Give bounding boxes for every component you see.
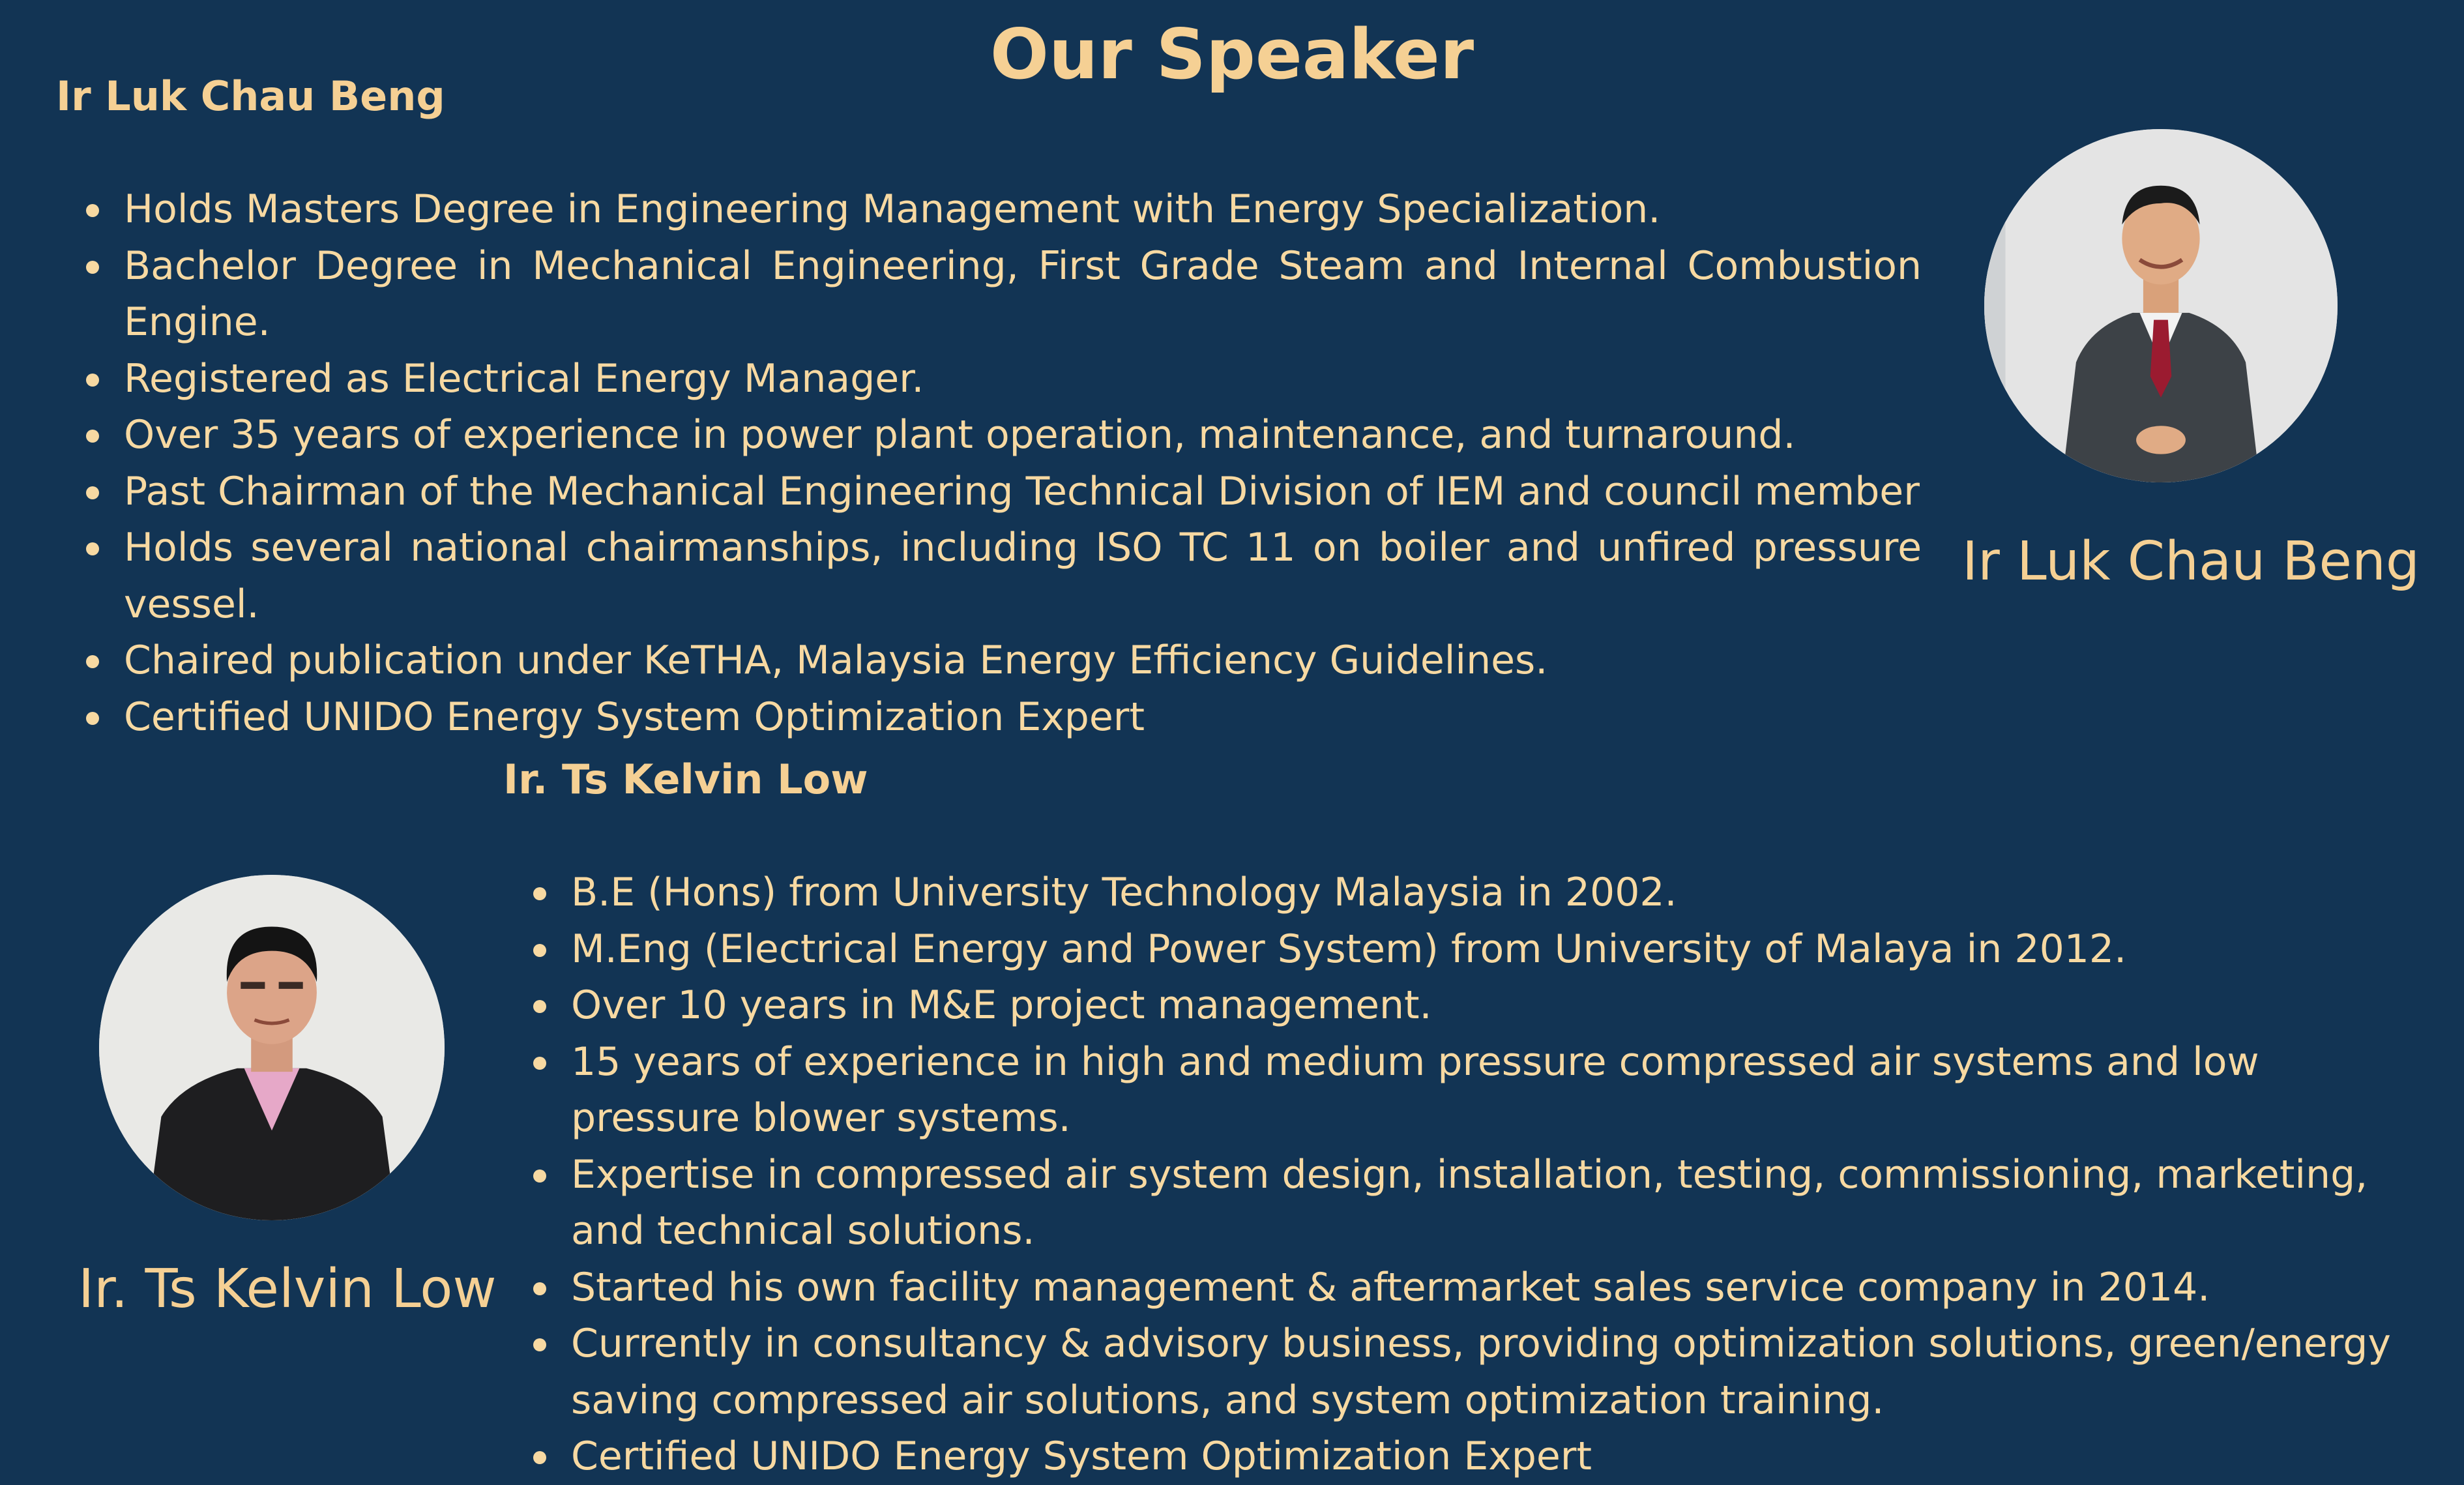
list-item: Registered as Electrical Energy Manager. — [56, 351, 1922, 407]
list-item: B.E (Hons) from University Technology Malaysia in 2002. — [503, 864, 2420, 921]
list-item: Certified UNIDO Energy System Optimization Expert — [503, 1428, 2420, 1485]
list-item: Past Chairman of the Mechanical Engineering Technical Division of IEM and council member — [56, 463, 1922, 520]
list-item: Currently in consultancy & advisory business, providing optimization solutions, green/energy saving compressed air solutions, and system optimization training. — [503, 1316, 2420, 1428]
list-item: Holds Masters Degree in Engineering Management with Energy Specialization. — [56, 181, 1922, 238]
speaker1-bio-list — [56, 181, 1922, 745]
speaker1-caption: Ir Luk Chau Beng — [1962, 531, 2420, 593]
list-item: Certified UNIDO Energy System Optimization Expert — [56, 689, 1922, 746]
list-item: 15 years of experience in high and medium pressure compressed air systems and low pressure blower systems. — [503, 1034, 2420, 1147]
list-item: Bachelor Degree in Mechanical Engineering, First Grade Steam and Internal Combustion Engine. — [56, 238, 1922, 351]
list-item: Chaired publication under KeTHA, Malaysia Energy Efficiency Guidelines. — [56, 632, 1922, 689]
page-title: Our Speaker — [990, 14, 1474, 95]
speaker1-photo — [1984, 129, 2338, 482]
speaker-portrait-icon — [99, 875, 445, 1220]
speaker2-bio-list — [503, 864, 2420, 1485]
list-item: Over 10 years in M&E project management. — [503, 977, 2420, 1034]
list-item: M.Eng (Electrical Energy and Power System) from University of Malaya in 2012. — [503, 921, 2420, 978]
list-item: Holds several national chairmanships, including ISO TC 11 on boiler and unfired pressure vessel. — [56, 520, 1922, 632]
speaker-portrait-icon — [1984, 129, 2338, 482]
list-item: Started his own facility management & aftermarket sales service company in 2014. — [503, 1259, 2420, 1316]
speaker1-heading: Ir Luk Chau Beng — [56, 72, 445, 120]
list-item: Over 35 years of experience in power plant operation, maintenance, and turnaround. — [56, 407, 1922, 463]
speaker2-caption: Ir. Ts Kelvin Low — [78, 1258, 497, 1320]
list-item: Expertise in compressed air system design, installation, testing, commissioning, marketing, and technical solutions. — [503, 1147, 2420, 1259]
speaker2-heading: Ir. Ts Kelvin Low — [503, 756, 868, 803]
speaker2-photo — [99, 875, 445, 1220]
